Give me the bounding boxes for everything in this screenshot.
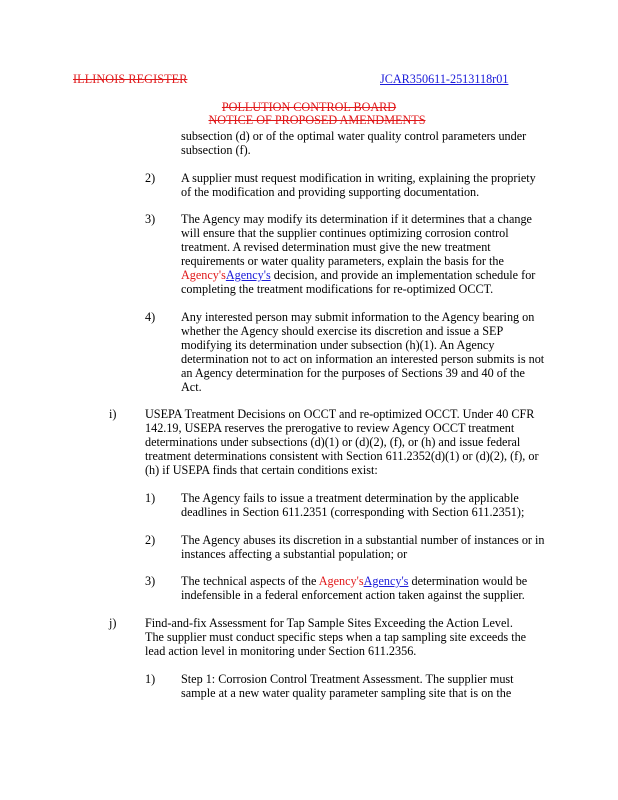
item-number: 3) [145, 212, 156, 226]
text-line: The Agency abuses its discretion in a substantial number of instances or in [181, 533, 545, 547]
paragraph-4 [181, 310, 544, 394]
text-line: Any interested person may submit information to the Agency bearing on [181, 310, 535, 324]
notice-title-deleted: NOTICE OF PROPOSED AMENDMENTS [208, 113, 426, 127]
item-number: 3) [145, 574, 156, 588]
text-line: Act. [181, 380, 202, 394]
text-line: an Agency determination for the purposes of Sections 39 and 40 of the [181, 366, 525, 380]
paragraph-2 [181, 171, 536, 199]
text-line: (h) if USEPA finds that certain conditions exist: [145, 463, 378, 477]
text-line: treatment. A revised determination must give the new treatment [181, 240, 491, 254]
continued-paragraph [181, 129, 526, 157]
paragraph-i-3 [181, 574, 527, 602]
text-line: Find-and-fix Assessment for Tap Sample Sites Exceeding the Action Level. [145, 616, 513, 630]
text-line: subsection (f). [181, 143, 251, 157]
text-line: modifying its determination under subsection (h)(1). An Agency [181, 338, 495, 352]
text-line [181, 574, 527, 588]
text-line: subsection (d) or of the optimal water quality control parameters under [181, 129, 527, 143]
text-line: treatment determinations consistent with Section 611.2352(d)(1) or (d)(2), (f), or [145, 449, 539, 463]
inserted-text: Agency's [225, 268, 271, 282]
item-number: 2) [145, 171, 156, 185]
text-run: The technical aspects of the [181, 574, 319, 588]
item-number: 4) [145, 310, 156, 324]
item-number: 1) [145, 672, 156, 686]
text-line: The Agency may modify its determination if it determines that a change [181, 212, 532, 226]
text-line: determination not to act on information an interested person submits is not [181, 352, 545, 366]
text-line: completing the treatment modifications for re-optimized OCCT. [181, 282, 494, 296]
paragraph-3 [181, 212, 535, 296]
text-line: The Agency fails to issue a treatment determination by the applicable [181, 491, 519, 505]
section-letter: j) [109, 616, 117, 630]
deleted-text: Agency's [318, 574, 364, 588]
text-run: determination would be [408, 574, 528, 588]
item-number: 1) [145, 491, 156, 505]
jcar-reference-inserted: JCAR350611-2513118r01 [380, 72, 509, 86]
text-line: lead action level in monitoring under Section 611.2356. [145, 644, 417, 658]
text-line: whether the Agency should exercise its discretion and issue a SEP [181, 324, 504, 338]
register-header-deleted: ILLINOIS REGISTER [73, 72, 188, 86]
paragraph-j-1 [181, 672, 514, 700]
text-line: A supplier must request modification in writing, explaining the propriety [181, 171, 536, 185]
paragraph-j [145, 616, 526, 658]
text-line: indefensible in a federal enforcement action taken against the supplier. [181, 588, 525, 602]
text-line: requirements or water quality parameters, explain the basis for the [181, 254, 504, 268]
text-line: The supplier must conduct specific steps when a tap sampling site exceeds the [145, 630, 527, 644]
text-line: of the modification and providing supporting documentation. [181, 185, 480, 199]
section-letter: i) [109, 407, 117, 421]
text-line: USEPA Treatment Decisions on OCCT and re-optimized OCCT. Under 40 CFR [145, 407, 535, 421]
paragraph-i-2 [181, 533, 545, 561]
text-run: decision, and provide an implementation schedule for [270, 268, 536, 282]
text-line: will ensure that the supplier continues optimizing corrosion control [181, 226, 509, 240]
inserted-text: Agency's [363, 574, 409, 588]
text-line: determinations under subsections (d)(1) or (d)(2), (f), or (h) and issue federal [145, 435, 521, 449]
text-line: 142.19, USEPA reserves the prerogative to review Agency OCCT treatment [145, 421, 515, 435]
text-line: sample at a new water quality parameter sampling site that is on the [181, 686, 512, 700]
text-line [181, 268, 535, 282]
text-line: instances affecting a substantial population; or [181, 547, 408, 561]
deleted-text: Agency's [181, 268, 226, 282]
paragraph-i-1 [181, 491, 524, 519]
text-line: Step 1: Corrosion Control Treatment Assessment. The supplier must [181, 672, 514, 686]
text-line: deadlines in Section 611.2351 (corresponding with Section 611.2351); [181, 505, 525, 519]
item-number: 2) [145, 533, 156, 547]
board-name-deleted: POLLUTION CONTROL BOARD [221, 100, 397, 114]
paragraph-i [145, 407, 539, 477]
